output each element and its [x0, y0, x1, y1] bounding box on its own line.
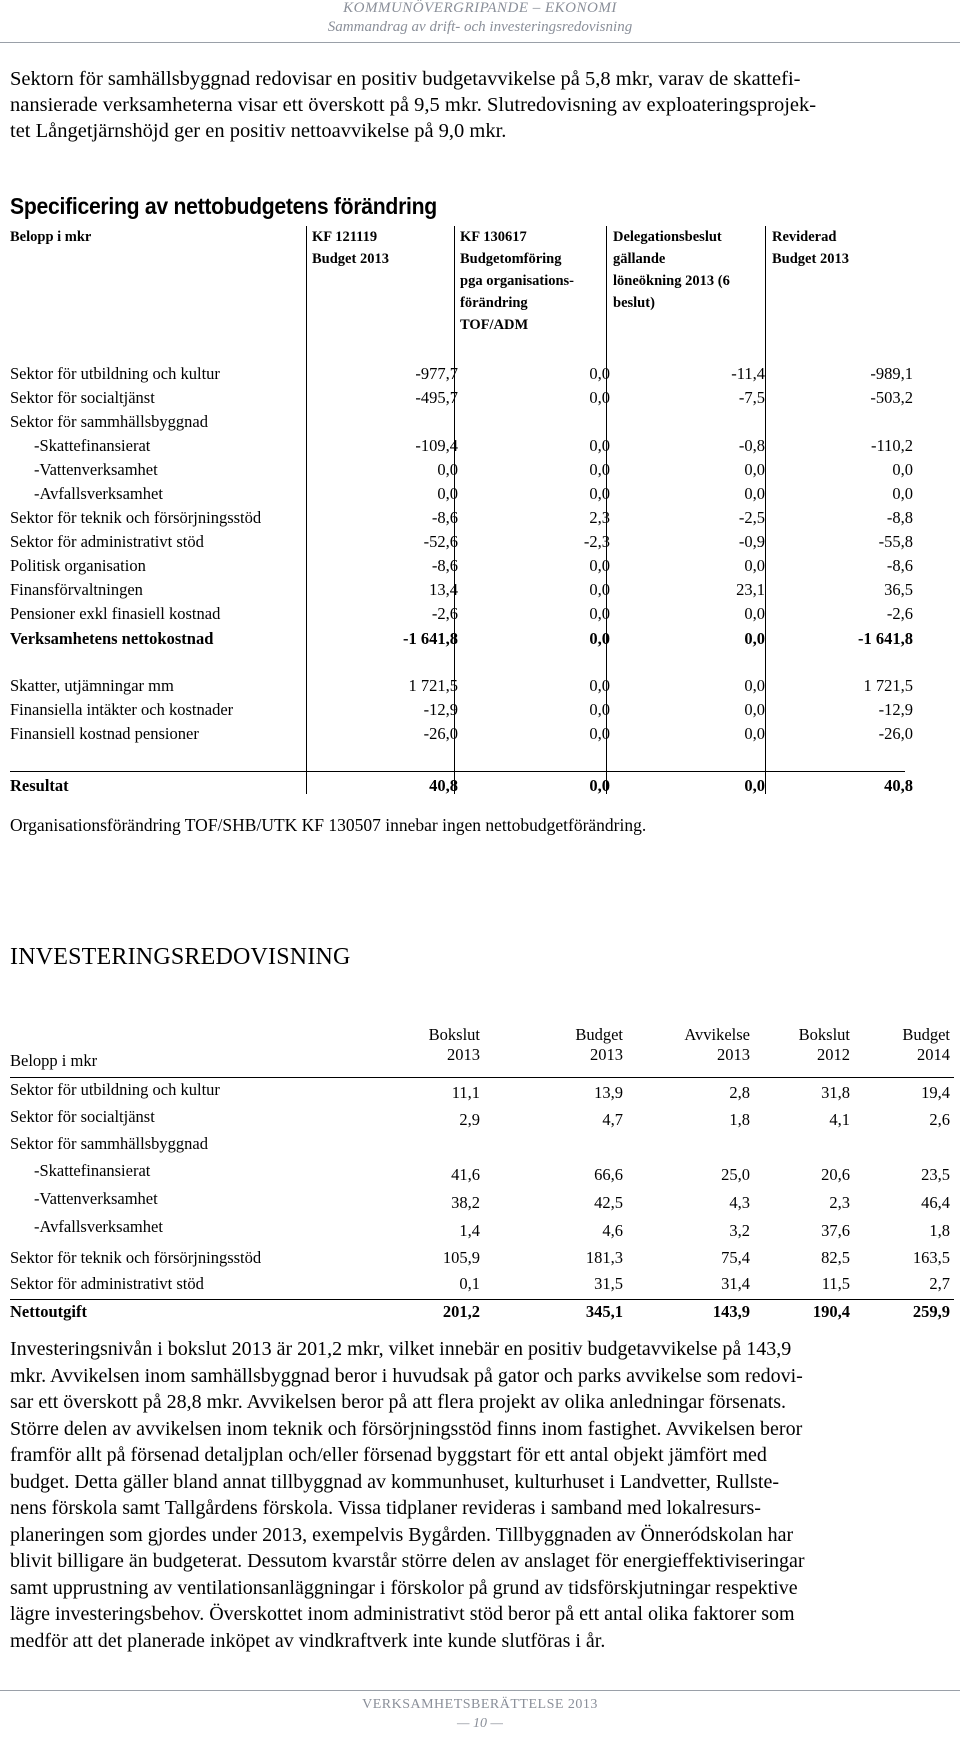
table-row [10, 364, 913, 388]
cell: -8,6 [431, 508, 458, 527]
cell: 1,8 [729, 1110, 750, 1129]
row-label: Sektor för utbildning och kultur [10, 1080, 220, 1099]
table-row [10, 412, 910, 436]
table-row [10, 1161, 954, 1187]
spec-col4-line: Budget 2013 [772, 251, 849, 267]
spec-col3-line: löneökning 2013 (6 [613, 273, 730, 289]
row-label: Verksamhetens nettokostnad [10, 629, 214, 648]
row-label: Sektor för administrativt stöd [10, 532, 204, 551]
cell: -26,0 [423, 724, 458, 743]
cell: -495,7 [415, 388, 458, 407]
table-row [10, 1107, 954, 1133]
table-row-total [10, 1302, 954, 1328]
closing-line: lägre investeringsbehov. Överskottet inom administrativt stöd beror på ett antal olika faktorer som [10, 1603, 795, 1625]
header-title: KOMMUNÖVERGRIPANDE – EKONOMI [343, 0, 617, 16]
cell: 4,6 [602, 1221, 623, 1240]
cell: 0,0 [589, 724, 610, 743]
cell: 0,0 [744, 700, 765, 719]
cell: 201,2 [442, 1302, 480, 1321]
inv-col-line: Budget [575, 1025, 623, 1044]
table-row [10, 1248, 954, 1274]
page-number: — 10 — [457, 1716, 503, 1731]
cell: -110,2 [870, 436, 913, 455]
cell: 4,7 [602, 1110, 623, 1129]
intro-line: nansierade verksamheterna visar ett överskott på 9,5 mkr. Slutredovisning av exploateringsprojek- [10, 94, 817, 116]
cell: -1 641,8 [403, 629, 458, 648]
cell: 23,1 [736, 580, 765, 599]
row-label: Finansförvaltningen [10, 580, 143, 599]
cell: -11,4 [731, 364, 765, 383]
row-label: Sektor för sammhällsbyggnad [10, 412, 208, 431]
cell: 0,1 [459, 1274, 480, 1293]
cell: -1 641,8 [858, 629, 913, 648]
table-row-total [10, 629, 913, 653]
cell: -8,8 [886, 508, 913, 527]
cell: 66,6 [594, 1165, 623, 1184]
row-label: Finansiell kostnad pensioner [10, 724, 199, 743]
spec-col4-line: Reviderad [772, 229, 837, 245]
spec-title: Specificering av nettobudgetens förändring [10, 193, 437, 219]
inv-col-line: 2014 [917, 1045, 950, 1064]
cell: 23,5 [921, 1165, 950, 1184]
table-row [10, 676, 913, 700]
cell: 0,0 [744, 484, 765, 503]
table-row [10, 1274, 954, 1300]
spec-col2-header [460, 226, 574, 336]
cell: -0,9 [738, 532, 765, 551]
spec-col-label: Belopp i mkr [10, 229, 92, 245]
cell: 0,0 [744, 629, 765, 648]
cell: 0,0 [589, 364, 610, 383]
spec-col1-header [312, 226, 389, 270]
row-label: Sektor för utbildning och kultur [10, 364, 220, 383]
inv-total-divider [10, 1299, 954, 1300]
table-row [10, 1189, 954, 1215]
cell: 0,0 [589, 580, 610, 599]
cell: 31,4 [721, 1274, 750, 1293]
cell: 0,0 [589, 436, 610, 455]
cell: 25,0 [721, 1165, 750, 1184]
cell: 2,6 [929, 1110, 950, 1129]
cell: 181,3 [585, 1248, 623, 1267]
cell: -55,8 [878, 532, 913, 551]
cell: -109,4 [415, 436, 458, 455]
inv-col-header [760, 1025, 850, 1065]
inv-col-line: Budget [902, 1025, 950, 1044]
inv-header-divider [10, 1077, 954, 1078]
table-row-result [10, 776, 913, 800]
cell: 2,3 [829, 1193, 850, 1212]
cell: 2,8 [729, 1083, 750, 1102]
table-row [10, 436, 913, 460]
row-label: Sektor för teknik och försörjningsstöd [10, 508, 262, 527]
spec-col2-line: KF 130617 [460, 229, 527, 245]
inv-col-line: 2013 [590, 1045, 623, 1064]
cell: -2,6 [886, 604, 913, 623]
cell: 1,8 [929, 1221, 950, 1240]
cell: 37,6 [821, 1221, 850, 1240]
inv-col-header [533, 1025, 623, 1065]
cell: 11,1 [451, 1083, 480, 1102]
cell: 0,0 [744, 556, 765, 575]
cell: 0,0 [589, 484, 610, 503]
closing-paragraph [10, 1336, 950, 1654]
cell: 38,2 [451, 1193, 480, 1212]
closing-line: Investeringsnivån i bokslut 2013 är 201,2 mkr, vilket innebär en positiv budgetavvikelse på 143,9 [10, 1338, 792, 1360]
closing-line: Större delen av avvikelsen inom teknik och försörjningsstöd finns inom fastighet. Avvikelsen beror [10, 1417, 803, 1440]
header-subtitle: Sammandrag av drift- och investeringsredovisning [327, 19, 633, 35]
row-label: Sektor för administrativt stöd [10, 1274, 204, 1293]
result-divider [10, 771, 905, 772]
cell: 345,1 [585, 1302, 623, 1321]
cell: 0,0 [744, 676, 765, 695]
cell: 19,4 [921, 1083, 950, 1102]
cell: 143,9 [712, 1302, 750, 1321]
inv-col-line: Avvikelse [684, 1025, 750, 1044]
row-label: -Avfallsverksamhet [34, 1217, 163, 1236]
row-label: -Skattefinansierat [34, 1161, 151, 1180]
table-row [10, 1134, 954, 1160]
intro-paragraph [10, 66, 950, 144]
spec-col2-line: pga organisations- [460, 273, 575, 289]
cell: 75,4 [721, 1248, 750, 1267]
cell: 0,0 [744, 724, 765, 743]
table-row [10, 556, 913, 580]
cell: 11,5 [821, 1274, 850, 1293]
cell: 0,0 [589, 556, 610, 575]
row-label: Skatter, utjämningar mm [10, 676, 174, 695]
cell: -2,3 [583, 532, 610, 551]
inv-header [10, 1025, 954, 1077]
row-label: -Avfallsverksamhet [34, 484, 163, 503]
cell: 2,9 [459, 1110, 480, 1129]
cell: 0,0 [589, 388, 610, 407]
row-label: -Vattenverksamhet [34, 460, 158, 479]
row-label: Sektor för socialtjänst [10, 1107, 155, 1126]
cell: -8,6 [886, 556, 913, 575]
footer-title: VERKSAMHETSBERÄTTELSE 2013 [362, 1697, 598, 1712]
inv-col-header [860, 1025, 950, 1065]
spec-col2-line: TOF/ADM [460, 317, 529, 333]
inv-col-label: Belopp i mkr [10, 1051, 98, 1070]
cell: -52,6 [423, 532, 458, 551]
table-row [10, 388, 913, 412]
cell: 0,0 [892, 460, 913, 479]
closing-line: sar ett överskott på 28,8 mkr. Avvikelsen beror på att flera projekt av olika anledningar försenats. [10, 1391, 787, 1413]
row-label: -Skattefinansierat [34, 436, 151, 455]
spec-note: Organisationsförändring TOF/SHB/UTK KF 130507 innebar ingen nettobudgetförändring. [10, 815, 647, 835]
row-label: Pensioner exkl finasiell kostnad [10, 604, 221, 623]
cell: 31,8 [821, 1083, 850, 1102]
cell: -2,5 [738, 508, 765, 527]
cell: -0,8 [738, 436, 765, 455]
footer-divider [0, 1690, 960, 1691]
cell: 4,3 [729, 1193, 750, 1212]
table-row [10, 460, 913, 484]
inv-col-line: 2012 [817, 1045, 850, 1064]
cell: -12,9 [423, 700, 458, 719]
cell: 0,0 [589, 776, 610, 795]
row-label: Sektor för teknik och försörjningsstöd [10, 1248, 262, 1267]
table-row [10, 580, 913, 604]
spec-col3-line: Delegationsbeslut [613, 229, 722, 245]
spec-col4-header [772, 226, 849, 270]
cell: 82,5 [821, 1248, 850, 1267]
cell: -8,6 [431, 556, 458, 575]
cell: 3,2 [729, 1221, 750, 1240]
cell: -977,7 [415, 364, 458, 383]
cell: -503,2 [870, 388, 913, 407]
cell: -12,9 [878, 700, 913, 719]
table-row [10, 484, 913, 508]
cell: 31,5 [594, 1274, 623, 1293]
cell: 0,0 [589, 460, 610, 479]
cell: 259,9 [912, 1302, 950, 1321]
closing-line: framför allt på försenad detaljplan och/eller försenad byggstart för ett antal objekt jämfört med [10, 1444, 767, 1466]
closing-line: planeringen som gjordes under 2013, exempelvis Bygården. Tillbyggnaden av Önneródskolan har [10, 1523, 794, 1546]
spec-col1-line: Budget 2013 [312, 251, 389, 267]
table-row [10, 1217, 954, 1243]
cell: 40,8 [884, 776, 913, 795]
row-label: Nettoutgift [10, 1302, 87, 1321]
cell: 36,5 [884, 580, 913, 599]
cell: 0,0 [892, 484, 913, 503]
table-row [10, 700, 913, 724]
table-row [10, 604, 913, 628]
inv-col-line: Bokslut [428, 1025, 480, 1044]
spec-col2-line: förändring [460, 295, 528, 311]
closing-line: medför att det planerade inköpet av vindkraftverk inte kunde slutföras i år. [10, 1629, 606, 1652]
row-label: -Vattenverksamhet [34, 1189, 158, 1208]
cell: -989,1 [870, 364, 913, 383]
inv-col-line: Bokslut [798, 1025, 850, 1044]
closing-line: mkr. Avvikelsen inom samhällsbyggnad beror i huvudsak på gator och parks avvikelse som redovi- [10, 1364, 803, 1387]
row-label: Politisk organisation [10, 556, 146, 575]
cell: 13,9 [594, 1083, 623, 1102]
cell: 0,0 [437, 484, 458, 503]
cell: 1 721,5 [408, 676, 458, 695]
intro-line: Sektorn för samhällsbyggnad redovisar en positiv budgetavvikelse på 5,8 mkr, varav de skattefi- [10, 68, 801, 90]
row-label: Resultat [10, 776, 69, 795]
cell: 105,9 [442, 1248, 480, 1267]
cell: 0,0 [744, 776, 765, 795]
cell: 2,7 [929, 1274, 950, 1293]
cell: 190,4 [812, 1302, 850, 1321]
closing-line: nens förskola samt Tallgårdens förskola. Vissa tidplaner revideras i samband med lokalresurs- [10, 1497, 761, 1519]
intro-line: tet Långetjärnshöjd ger en positiv nettoavvikelse på 9,0 mkr. [10, 120, 507, 142]
closing-line: samt upprustning av ventilationsanläggningar i förskolor på grund av tidsförskjutningar respektive [10, 1576, 798, 1599]
table-row [10, 532, 913, 556]
inv-col-header [390, 1025, 480, 1065]
cell: 0,0 [589, 700, 610, 719]
inv-col-line: 2013 [717, 1045, 750, 1064]
closing-line: blivit billigare än budgeterat. Dessutom kvarstår större delen av anslaget för energieffektiviseringar [10, 1550, 805, 1572]
cell: 1,4 [459, 1221, 480, 1240]
cell: 0,0 [744, 604, 765, 623]
cell: 20,6 [821, 1165, 850, 1184]
cell: -7,5 [738, 388, 765, 407]
cell: 163,5 [912, 1248, 950, 1267]
spec-col1-line: KF 121119 [312, 229, 378, 245]
cell: 4,1 [829, 1110, 850, 1129]
cell: 0,0 [589, 629, 610, 648]
inv-col-line: 2013 [447, 1045, 480, 1064]
cell: 42,5 [594, 1193, 623, 1212]
cell: 0,0 [744, 460, 765, 479]
cell: 46,4 [921, 1193, 950, 1212]
cell: 1 721,5 [863, 676, 913, 695]
spec-col2-line: Budgetomföring [460, 251, 562, 267]
cell: 0,0 [589, 676, 610, 695]
cell: -2,6 [431, 604, 458, 623]
row-label: Sektor för socialtjänst [10, 388, 155, 407]
cell: 0,0 [589, 604, 610, 623]
spec-col3-line: beslut) [613, 295, 655, 311]
header-divider [0, 42, 960, 43]
row-label: Sektor för sammhällsbyggnad [10, 1134, 208, 1153]
cell: 40,8 [429, 776, 458, 795]
cell: 41,6 [451, 1165, 480, 1184]
row-label: Finansiella intäkter och kostnader [10, 700, 234, 719]
table-row [10, 508, 913, 532]
cell: 0,0 [437, 460, 458, 479]
table-row [10, 724, 913, 748]
spec-col3-line: gällande [613, 251, 666, 267]
table-row [10, 1080, 954, 1106]
cell: 2,3 [589, 508, 610, 527]
inv-title: INVESTERINGSREDOVISNING [10, 944, 351, 970]
closing-line: budget. Detta gäller bland annat tillbyggnad av kommunhuset, kulturhuset i Landvetter, Rullste- [10, 1470, 780, 1493]
cell: -26,0 [878, 724, 913, 743]
inv-col-header [660, 1025, 750, 1065]
cell: 13,4 [429, 580, 458, 599]
spec-col3-header [613, 226, 730, 314]
